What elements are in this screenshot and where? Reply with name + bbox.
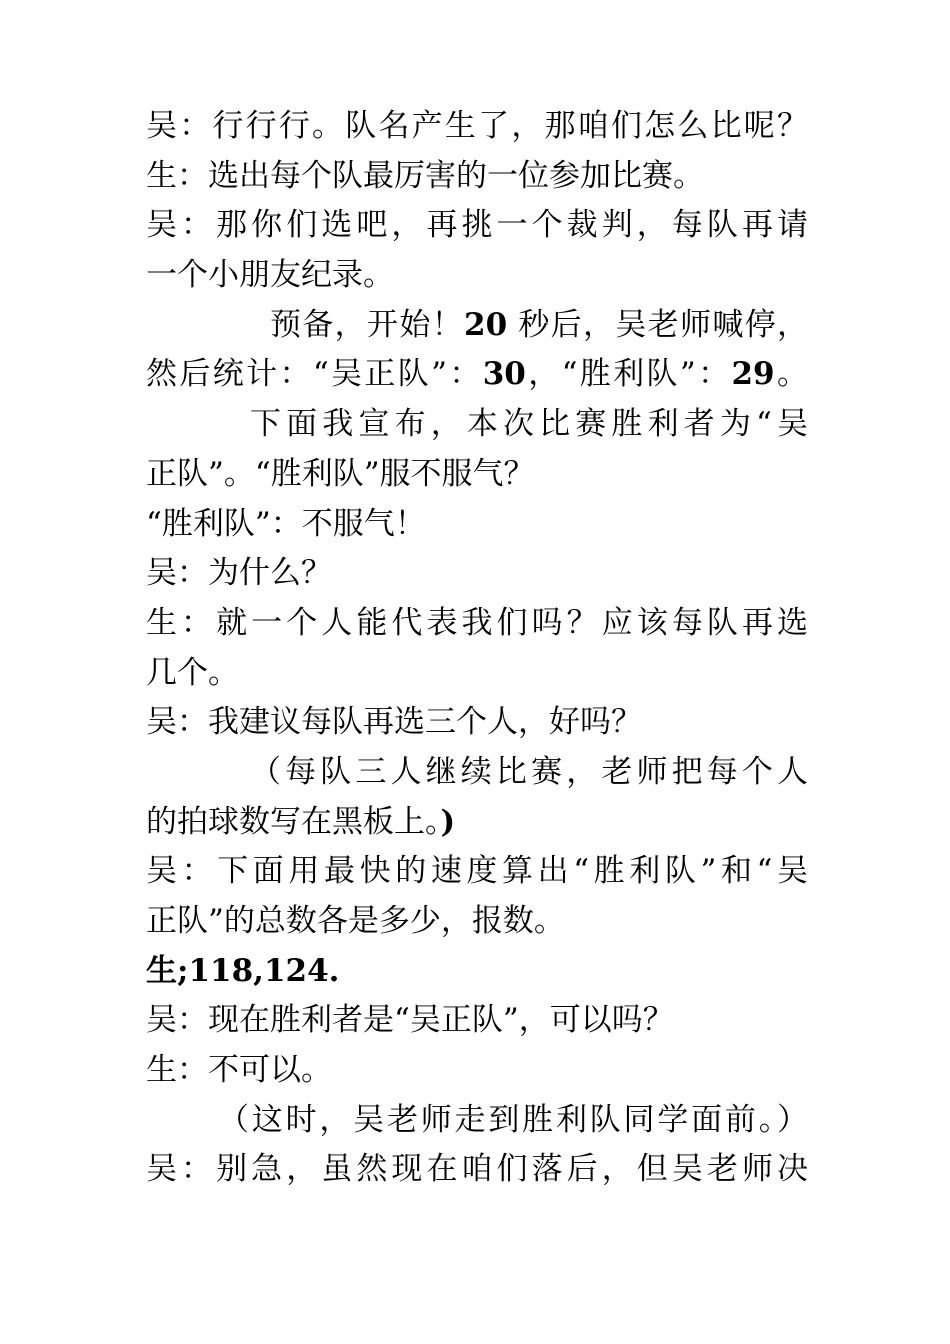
text-run: 秒后，吴老师喊停，	[507, 306, 808, 343]
bold-number: 29	[731, 356, 775, 393]
text-run: 。	[774, 356, 808, 393]
text-run: 然后统计：“吴正队”：	[146, 356, 483, 393]
bold-number: ;118,124.	[177, 952, 340, 989]
text-line	[146, 301, 808, 351]
text-line: 一个小朋友纪录。	[146, 257, 394, 294]
text-line: 下面我宣布，本次比赛胜利者为“吴	[250, 406, 808, 443]
text-run: 的拍球数写在黑板上。	[146, 803, 441, 840]
text-line: 吴：行行行。队名产生了，那咱们怎么比呢？	[146, 108, 808, 144]
text-line: 吴：下面用最快的速度算出“胜利队”和“吴	[146, 853, 808, 890]
text-line: 吴：我建议每队再选三个人，好吗？	[146, 704, 642, 741]
text-line: 几个。	[146, 654, 239, 691]
text-line: （每队三人继续比赛，老师把每个人	[250, 753, 808, 790]
text-run: 预备，开始！	[270, 306, 464, 343]
text-line	[146, 798, 808, 848]
document-body	[146, 102, 808, 1195]
text-run: 生	[146, 952, 177, 989]
text-line: （这时，吴老师走到胜利队同学面前。）	[218, 1101, 808, 1138]
text-run: ，“胜利队”：	[525, 356, 732, 393]
text-line: 生：选出每个队最厉害的一位参加比赛。	[146, 157, 704, 194]
bold-paren: )	[440, 803, 456, 840]
text-line: 生：就一个人能代表我们吗？应该每队再选	[146, 604, 808, 641]
text-line: 吴：别急，虽然现在咱们落后，但吴老师决	[146, 1151, 808, 1188]
text-line: 吴：为什么？	[146, 555, 332, 592]
text-line: 生：不可以。	[146, 1052, 332, 1089]
bold-number: 20	[464, 306, 508, 343]
text-line	[146, 947, 808, 997]
text-line	[146, 350, 808, 400]
bold-number: 30	[482, 356, 526, 393]
text-line: 正队”。“胜利队”服不服气？	[146, 455, 535, 492]
text-line: 正队”的总数各是多少，报数。	[146, 903, 565, 939]
text-line: “胜利队”：不服气！	[146, 505, 426, 542]
text-line: 吴：那你们选吧，再挑一个裁判，每队再请	[146, 207, 808, 244]
text-line: 吴：现在胜利者是“吴正队”，可以吗？	[146, 1002, 674, 1039]
